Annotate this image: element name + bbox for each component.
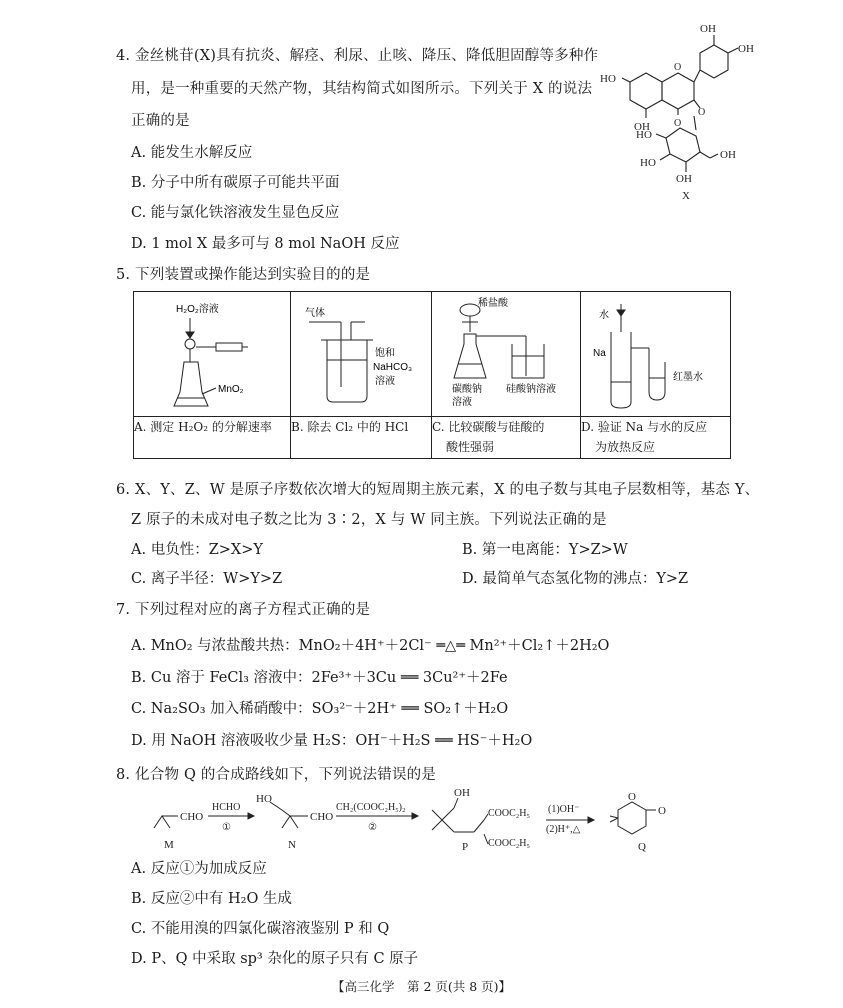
page-footer: 【高三化学 第 2 页(共 8 页)】	[331, 979, 512, 994]
label-dilute-hcl: 稀盐酸	[478, 298, 508, 309]
hyperoside-structure	[596, 18, 766, 208]
carbonyl-o-label: O	[674, 118, 682, 129]
link-o-label: O	[698, 107, 706, 118]
q7-option-b: B. Cu 溶于 FeCl₃ 溶液中：2Fe³⁺＋3Cu ══ 3Cu²⁺＋2Fe	[131, 670, 508, 686]
q7-option-c: C. Na₂SO₃ 加入稀硝酸中：SO₃²⁻＋2H⁺ ══ SO₂↑＋H₂O	[131, 701, 509, 717]
q4-option-a: A. 能发生水解反应	[131, 145, 253, 161]
compound-x-label: X	[682, 190, 690, 202]
q6-stem-line1: 6. X、Y、Z、W 是原子序数依次增大的短周期主族元素，X 的电子数与其电子层数相等，基态 Y、	[116, 482, 760, 498]
apparatus-d	[581, 292, 731, 417]
oh-label: OH	[738, 43, 754, 55]
oh-label: OH	[634, 121, 650, 133]
p-ester-1: COOC₂H₅	[488, 808, 530, 819]
reagent-2: CH₂(COOC₂H₅)₂	[336, 802, 406, 813]
label-water: 水	[599, 310, 609, 321]
q-ring-o-label: O	[628, 791, 636, 803]
compound-q-label: Q	[638, 841, 646, 853]
label-gas: 气体	[305, 308, 325, 319]
compound-n-label: N	[288, 839, 296, 851]
label-saturated: 饱和	[375, 348, 395, 359]
n-ho-label: HO	[256, 793, 272, 805]
condition-3: (2)H⁺,△	[546, 824, 581, 835]
apparatus-table	[133, 291, 731, 459]
condition-2: ②	[368, 822, 377, 833]
q6-stem-line2: Z 原子的未成对电子数之比为 3∶2，X 与 W 同主族。下列说法正确的是	[131, 512, 607, 528]
n-cho-label: CHO	[310, 811, 334, 823]
q6-option-c: C. 离子半径：W>Y>Z	[131, 571, 283, 587]
q4-option-d: D. 1 mol X 最多可与 8 mol NaOH 反应	[131, 236, 400, 252]
q7-option-d: D. 用 NaOH 溶液吸收少量 H₂S：OH⁻＋H₂S ══ HS⁻＋H₂O	[131, 733, 533, 749]
q4-stem-line3: 正确的是	[131, 113, 190, 129]
q8-option-d: D. P、Q 中采取 sp³ 杂化的原子只有 C 原子	[131, 951, 419, 967]
apparatus-a	[134, 292, 291, 417]
compound-m-label: M	[164, 839, 174, 851]
ho-label: HO	[640, 157, 656, 169]
label-h2o2: H₂O₂溶液	[176, 304, 219, 315]
reagent-1: HCHO	[212, 802, 241, 813]
q5-stem: 5. 下列装置或操作能达到实验目的的是	[116, 267, 371, 283]
label-na: Na	[593, 348, 606, 359]
apparatus-c	[432, 292, 581, 417]
ho-label: HO	[600, 73, 616, 85]
oh-label: OH	[700, 23, 716, 35]
q4-stem-line2: 用，是一种重要的天然产物，其结构简式如图所示。下列关于 X 的说法	[131, 81, 593, 97]
q8-option-c: C. 不能用溴的四氯化碳溶液鉴别 P 和 Q	[131, 921, 390, 937]
label-na2sio3: 硅酸钠溶液	[506, 384, 556, 395]
q4-option-b: B. 分子中所有碳原子可能共平面	[131, 175, 340, 191]
q7-stem: 7. 下列过程对应的离子方程式正确的是	[116, 602, 371, 618]
reagent-3: (1)OH⁻	[548, 804, 580, 815]
label-solution: 溶液	[452, 397, 472, 408]
q4-stem-line1: 4. 金丝桃苷(X)具有抗炎、解痉、利尿、止咳、降压、降低胆固醇等多种作	[116, 48, 599, 64]
caption-d: D. 验证 Na 与水的反应 为放热反应	[581, 417, 731, 459]
q8-stem: 8. 化合物 Q 的合成路线如下，下列说法错误的是	[116, 767, 437, 783]
q8-option-b: B. 反应②中有 H₂O 生成	[131, 891, 292, 907]
synthesis-scheme	[148, 788, 708, 854]
label-solution: 溶液	[375, 376, 395, 387]
q8-option-a: A. 反应①为加成反应	[131, 861, 267, 877]
caption-a: A. 测定 H₂O₂ 的分解速率	[134, 417, 291, 459]
label-red-ink: 红墨水	[673, 372, 703, 383]
condition-1: ①	[222, 822, 231, 833]
label-na2co3: 碳酸钠	[452, 384, 482, 395]
apparatus-b	[291, 292, 432, 417]
caption-c: C. 比较碳酸与硅酸的 酸性强弱	[432, 417, 581, 459]
oh-label: OH	[676, 173, 692, 185]
m-cho-label: CHO	[180, 811, 204, 823]
ho-label: HO	[636, 129, 652, 141]
p-oh-label: OH	[454, 788, 470, 799]
p-ester-2: COOC₂H₅	[488, 838, 530, 849]
q-carbonyl-o-label: O	[658, 805, 666, 817]
compound-p-label: P	[462, 841, 469, 853]
caption-b: B. 除去 Cl₂ 中的 HCl	[291, 417, 432, 459]
q6-option-a: A. 电负性：Z>X>Y	[131, 542, 263, 558]
label-mno2: MnO₂	[218, 384, 244, 395]
oh-label: OH	[720, 149, 736, 161]
q6-option-b: B. 第一电离能：Y>Z>W	[462, 542, 628, 558]
q4-option-c: C. 能与氯化铁溶液发生显色反应	[131, 205, 340, 221]
q6-option-d: D. 最简单气态氢化物的沸点：Y>Z	[462, 571, 689, 587]
label-nahco3: NaHCO₃	[373, 362, 413, 373]
ring-o-label: O	[674, 62, 682, 73]
q7-option-a: A. MnO₂ 与浓盐酸共热：MnO₂＋4H⁺＋2Cl⁻ ═△═ Mn²⁺＋Cl₂↑＋2H₂O	[131, 638, 610, 654]
